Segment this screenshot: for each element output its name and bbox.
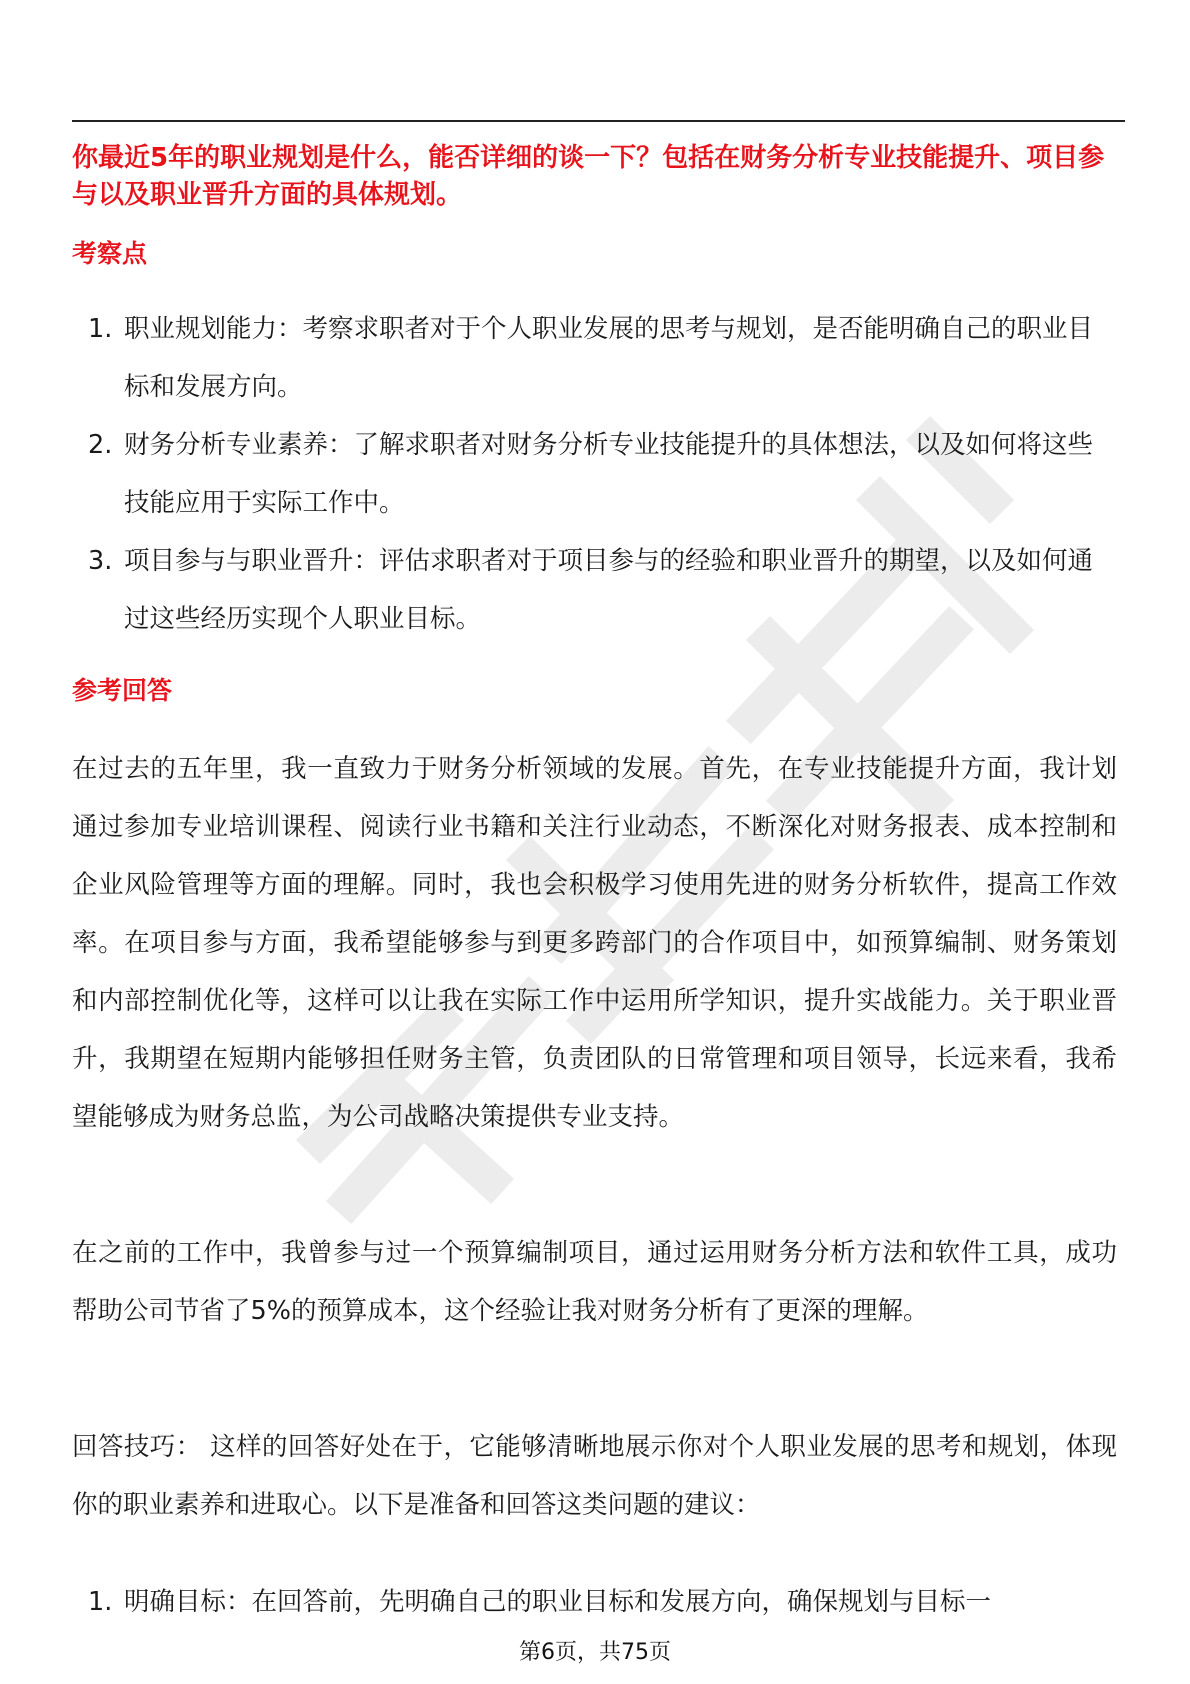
section-title-reference-answer: 参考回答 bbox=[72, 676, 173, 705]
exam-points-list bbox=[72, 300, 1112, 648]
question-heading: 你最近5年的职业规划是什么，能否详细的谈一下？包括在财务分析专业技能提升、项目参与以及职业晋升方面的具体规划。 bbox=[72, 143, 1105, 210]
answer-paragraph: 在过去的五年里，我一直致力于财务分析领域的发展。首先，在专业技能提升方面，我计划通过参加专业培训课程、阅读行业书籍和关注行业动态，不断深化对财务报表、成本控制和企业风险管理等方面的理解。同时，我也会积极学习使用先进的财务分析软件，提高工作效率。在项目参与方面，我希望能够参与到更多跨部门的合作项目中，如预算编制、财务策划和内部控制优化等，这样可以让我在实际工作中运用所学知识，提升实战能力。关于职业晋升，我期望在短期内能够担任财务主管，负责团队的日常管理和项目领导，长远来看，我希望能够成为财务总监，为公司战略决策提供专业支持。 bbox=[72, 754, 1117, 1132]
list-item-text: 职业规划能力：考察求职者对于个人职业发展的思考与规划，是否能明确自己的职业目标和发展方向。 bbox=[124, 314, 1094, 402]
list-number: 1. bbox=[88, 1587, 113, 1617]
page-footer: 第6页，共75页 bbox=[519, 1640, 671, 1665]
list-number: 1. bbox=[88, 314, 113, 344]
list-number: 3. bbox=[88, 546, 113, 576]
tips-list bbox=[72, 1573, 1112, 1631]
list-item-text: 财务分析专业素养：了解求职者对财务分析专业技能提升的具体想法，以及如何将这些技能应用于实际工作中。 bbox=[124, 430, 1094, 518]
list-item-text: 明确目标：在回答前，先明确自己的职业目标和发展方向，确保规划与目标一 bbox=[124, 1587, 992, 1617]
list-item bbox=[72, 532, 1112, 648]
list-item bbox=[72, 300, 1112, 416]
list-number: 2. bbox=[88, 430, 113, 460]
list-item bbox=[72, 1573, 1112, 1631]
header-rule bbox=[72, 120, 1125, 122]
list-item-text: 项目参与与职业晋升：评估求职者对于项目参与的经验和职业晋升的期望，以及如何通过这些经历实现个人职业目标。 bbox=[124, 546, 1094, 634]
list-item bbox=[72, 416, 1112, 532]
experience-paragraph: 在之前的工作中，我曾参与过一个预算编制项目，通过运用财务分析方法和软件工具，成功帮助公司节省了5%的预算成本，这个经验让我对财务分析有了更深的理解。 bbox=[72, 1238, 1117, 1326]
tips-intro-paragraph: 回答技巧： 这样的回答好处在于，它能够清晰地展示你对个人职业发展的思考和规划，体现你的职业素养和进取心。以下是准备和回答这类问题的建议： bbox=[72, 1432, 1117, 1520]
section-title-exam-points: 考察点 bbox=[72, 239, 148, 268]
